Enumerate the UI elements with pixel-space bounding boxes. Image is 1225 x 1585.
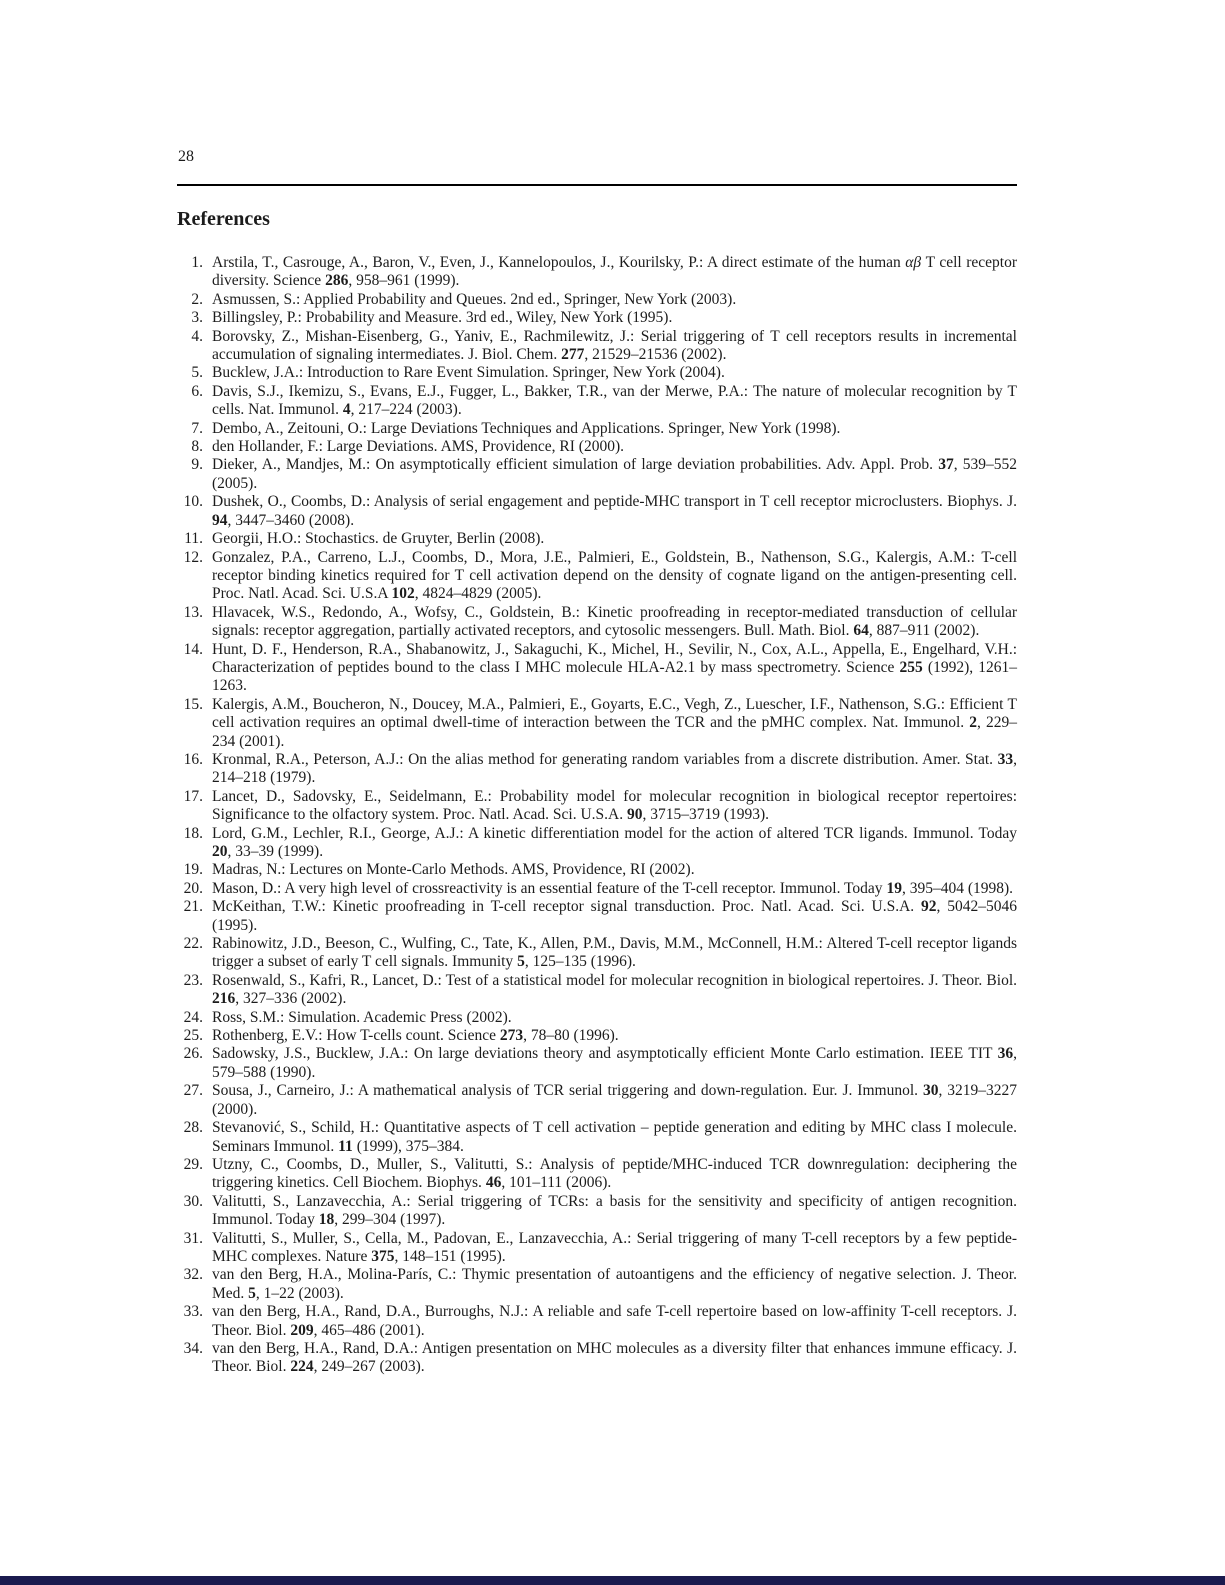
- reference-text: Arstila, T., Casrouge, A., Baron, V., Even, J., Kannelopoulos, J., Kourilsky, P.: A direct estimate of the human αβ T cell receptor diversity. Science 286, 958–961 (1999).: [212, 254, 1017, 290]
- reference-item: [177, 1009, 1017, 1027]
- reference-number: 11.: [184, 530, 203, 548]
- reference-number: 17.: [183, 787, 203, 805]
- reference-item: [177, 364, 1017, 382]
- reference-number: 28.: [183, 1119, 203, 1137]
- reference-item: [177, 549, 1017, 604]
- reference-number: 12.: [183, 548, 203, 566]
- reference-text: Hlavacek, W.S., Redondo, A., Wofsy, C., Goldstein, B.: Kinetic proofreading in receptor-mediated transduction of cellular signals: receptor aggregation, partially activated receptors, and cytosolic messengers. Bull. Math. Biol. 64, 887–911 (2002).: [212, 603, 1017, 640]
- reference-list: [177, 254, 1017, 1377]
- reference-number: 8.: [191, 438, 203, 456]
- reference-text: Dieker, A., Mandjes, M.: On asymptotically efficient simulation of large deviation probabilities. Adv. Appl. Prob. 37, 539–552 (2005).: [212, 456, 1018, 492]
- footer-bar: [0, 1576, 1225, 1585]
- reference-number: 15.: [183, 695, 203, 713]
- reference-text: van den Berg, H.A., Rand, D.A., Burroughs, N.J.: A reliable and safe T-cell repertoire based on low-affinity T-cell receptors. J. Theor. Biol. 209, 465–486 (2001).: [212, 1303, 1017, 1339]
- reference-text: Utzny, C., Coombs, D., Muller, S., Valitutti, S.: Analysis of peptide/MHC-induced TCR downregulation: deciphering the triggering kinetics. Cell Biochem. Biophys. 46, 101–111 (2006).: [212, 1155, 1017, 1192]
- reference-number: 19.: [183, 861, 203, 879]
- reference-text: Kalergis, A.M., Boucheron, N., Doucey, M.A., Palmieri, E., Goyarts, E.C., Vegh, Z., Luescher, I.F., Nathenson, S.G.: Efficient T cell activation requires an optimal dwell-time of interaction between the TCR and the pMHC complex. Nat. Immunol. 2, 229–234 (2001).: [212, 695, 1017, 750]
- reference-number: 21.: [183, 898, 203, 916]
- reference-number: 10.: [183, 493, 203, 511]
- reference-item: [177, 438, 1017, 456]
- references-heading: References: [177, 208, 270, 230]
- reference-item: [177, 1045, 1017, 1082]
- reference-item: [177, 935, 1017, 972]
- reference-text: Gonzalez, P.A., Carreno, L.J., Coombs, D., Mora, J.E., Palmieri, E., Goldstein, B., Nathenson, S.G., Kalergis, A.M.: T-cell receptor binding kinetics required for T cell activation depend on the density of cognate ligand on the antigen-presenting cell. Proc. Natl. Acad. Sci. U.S.A 102, 4824–4829 (2005).: [212, 548, 1017, 603]
- reference-number: 2.: [191, 290, 203, 308]
- reference-text: Sousa, J., Carneiro, J.: A mathematical analysis of TCR serial triggering and down-regulation. Eur. J. Immunol. 30, 3219–3227 (2000).: [212, 1082, 1018, 1118]
- reference-item: [177, 861, 1017, 879]
- reference-number: 1.: [191, 254, 203, 271]
- reference-number: 16.: [183, 750, 203, 768]
- reference-item: [177, 696, 1017, 751]
- header-rule: [177, 184, 1017, 186]
- reference-number: 22.: [183, 935, 203, 953]
- reference-number: 34.: [183, 1339, 203, 1357]
- reference-text: Billingsley, P.: Probability and Measure. 3rd ed., Wiley, New York (1995).: [212, 309, 673, 327]
- reference-item: [177, 1303, 1017, 1340]
- reference-text: Borovsky, Z., Mishan-Eisenberg, G., Yaniv, E., Rachmilewitz, J.: Serial triggering of T cell receptors results in incremental accumulation of signaling intermediates. J. Biol. Chem. 277, 21529–21536 (2002).: [212, 327, 1017, 364]
- reference-text: Rothenberg, E.V.: How T-cells count. Science 273, 78–80 (1996).: [212, 1027, 619, 1045]
- reference-item: [177, 641, 1017, 696]
- reference-item: [177, 1119, 1017, 1156]
- reference-number: 29.: [183, 1155, 203, 1173]
- reference-item: [177, 493, 1017, 530]
- reference-item: [177, 898, 1017, 935]
- reference-item: [177, 788, 1017, 825]
- reference-text: Davis, S.J., Ikemizu, S., Evans, E.J., Fugger, L., Bakker, T.R., van der Merwe, P.A.: The nature of molecular recognition by T cells. Nat. Immunol. 4, 217–224 (2003).: [212, 382, 1017, 419]
- reference-item: [177, 1193, 1017, 1230]
- reference-number: 27.: [183, 1082, 203, 1100]
- reference-number: 7.: [191, 419, 203, 437]
- reference-number: 6.: [191, 382, 203, 400]
- reference-number: 14.: [183, 640, 203, 658]
- reference-text: Lancet, D., Sadovsky, E., Seidelmann, E.: Probability model for molecular recognition in biological receptor repertoires: Significance to the olfactory system. Proc. Natl. Acad. Sci. U.S.A. 90, 3715–3719 (1993).: [212, 787, 1017, 824]
- reference-text: Rosenwald, S., Kafri, R., Lancet, D.: Test of a statistical model for molecular recognition in biological repertoires. J. Theor. Biol. 216, 327–336 (2002).: [212, 971, 1017, 1008]
- reference-number: 24.: [183, 1008, 203, 1026]
- reference-text: Valitutti, S., Lanzavecchia, A.: Serial triggering of TCRs: a basis for the sensitivity and specificity of antigen recognition. Immunol. Today 18, 299–304 (1997).: [212, 1192, 1017, 1229]
- reference-item: [177, 420, 1017, 438]
- reference-number: 23.: [183, 971, 203, 989]
- reference-item: [177, 1156, 1017, 1193]
- reference-item: [177, 530, 1017, 548]
- reference-item: [177, 456, 1017, 493]
- reference-text: Mason, D.: A very high level of crossreactivity is an essential feature of the T-cell receptor. Immunol. Today 19, 395–404 (1998).: [212, 879, 1014, 897]
- reference-number: 33.: [183, 1303, 203, 1321]
- reference-item: [177, 1027, 1017, 1045]
- reference-number: 13.: [183, 603, 203, 621]
- reference-text: Dembo, A., Zeitouni, O.: Large Deviations Techniques and Applications. Springer, New York (1998).: [212, 419, 841, 437]
- reference-number: 20.: [183, 879, 203, 897]
- reference-number: 18.: [183, 824, 203, 842]
- reference-text: Ross, S.M.: Simulation. Academic Press (2002).: [212, 1008, 512, 1026]
- reference-text: Madras, N.: Lectures on Monte-Carlo Methods. AMS, Providence, RI (2002).: [212, 861, 695, 879]
- reference-item: [177, 383, 1017, 420]
- reference-text: McKeithan, T.W.: Kinetic proofreading in T-cell receptor signal transduction. Proc. Natl. Acad. Sci. U.S.A. 92, 5042–5046 (1995).: [212, 898, 1018, 934]
- reference-item: [177, 604, 1017, 641]
- reference-text: Bucklew, J.A.: Introduction to Rare Event Simulation. Springer, New York (2004).: [212, 364, 725, 382]
- reference-text: den Hollander, F.: Large Deviations. AMS, Providence, RI (2000).: [212, 438, 624, 456]
- reference-item: [177, 254, 1017, 291]
- reference-text: Hunt, D. F., Henderson, R.A., Shabanowitz, J., Sakaguchi, K., Michel, H., Sevilir, N., Cox, A.L., Appella, E., Engelhard, V.H.: Characterization of peptides bound to the class I MHC molecule HLA-A2.1 by mass spectrometry. Science 255 (1992), 1261–1263.: [212, 640, 1018, 695]
- reference-number: 4.: [191, 327, 203, 345]
- reference-item: [177, 880, 1017, 898]
- reference-text: van den Berg, H.A., Rand, D.A.: Antigen presentation on MHC molecules as a diversity filter that enhances immune efficacy. J. Theor. Biol. 224, 249–267 (2003).: [212, 1339, 1017, 1376]
- reference-number: 31.: [183, 1229, 203, 1247]
- reference-number: 26.: [183, 1045, 203, 1063]
- reference-item: [177, 309, 1017, 327]
- reference-item: [177, 291, 1017, 309]
- reference-number: 5.: [191, 364, 203, 382]
- reference-text: Lord, G.M., Lechler, R.I., George, A.J.: A kinetic differentiation model for the action of altered TCR ligands. Immunol. Today 20, 33–39 (1999).: [212, 824, 1017, 860]
- reference-text: Stevanović, S., Schild, H.: Quantitative aspects of T cell activation – peptide generation and editing by MHC class I molecule. Seminars Immunol. 11 (1999), 375–384.: [212, 1119, 1017, 1155]
- reference-number: 9.: [191, 456, 203, 474]
- reference-item: [177, 1266, 1017, 1303]
- reference-text: Asmussen, S.: Applied Probability and Queues. 2nd ed., Springer, New York (2003).: [212, 290, 737, 308]
- reference-text: van den Berg, H.A., Molina-París, C.: Thymic presentation of autoantigens and the efficiency of negative selection. J. Theor. Med. 5, 1–22 (2003).: [212, 1266, 1017, 1302]
- reference-item: [177, 1230, 1017, 1267]
- reference-number: 25.: [183, 1027, 203, 1045]
- reference-text: Sadowsky, J.S., Bucklew, J.A.: On large deviations theory and asymptotically efficient Monte Carlo estimation. IEEE TIT 36, 579–588 (1990).: [212, 1045, 1017, 1081]
- reference-item: [177, 825, 1017, 862]
- reference-text: Valitutti, S., Muller, S., Cella, M., Padovan, E., Lanzavecchia, A.: Serial triggering of many T-cell receptors by a few peptide-MHC complexes. Nature 375, 148–151 (1995).: [212, 1229, 1017, 1265]
- reference-text: Georgii, H.O.: Stochastics. de Gruyter, Berlin (2008).: [212, 530, 545, 548]
- reference-item: [177, 1340, 1017, 1377]
- reference-number: 3.: [191, 309, 203, 327]
- page-number: 28: [178, 148, 194, 165]
- reference-item: [177, 1082, 1017, 1119]
- reference-number: 30.: [183, 1192, 203, 1210]
- reference-item: [177, 328, 1017, 365]
- reference-text: Dushek, O., Coombs, D.: Analysis of serial engagement and peptide-MHC transport in T cell receptor microclusters. Biophys. J. 94, 3447–3460 (2008).: [212, 493, 1017, 529]
- reference-number: 32.: [183, 1266, 203, 1284]
- reference-item: [177, 972, 1017, 1009]
- reference-item: [177, 751, 1017, 788]
- reference-text: Kronmal, R.A., Peterson, A.J.: On the alias method for generating random variables from a discrete distribution. Amer. Stat. 33, 214–218 (1979).: [212, 750, 1017, 787]
- reference-text: Rabinowitz, J.D., Beeson, C., Wulfing, C., Tate, K., Allen, P.M., Davis, M.M., McConnell, H.M.: Altered T-cell receptor ligands trigger a subset of early T cell signals. Immunity 5, 125–135 (1996).: [212, 935, 1017, 971]
